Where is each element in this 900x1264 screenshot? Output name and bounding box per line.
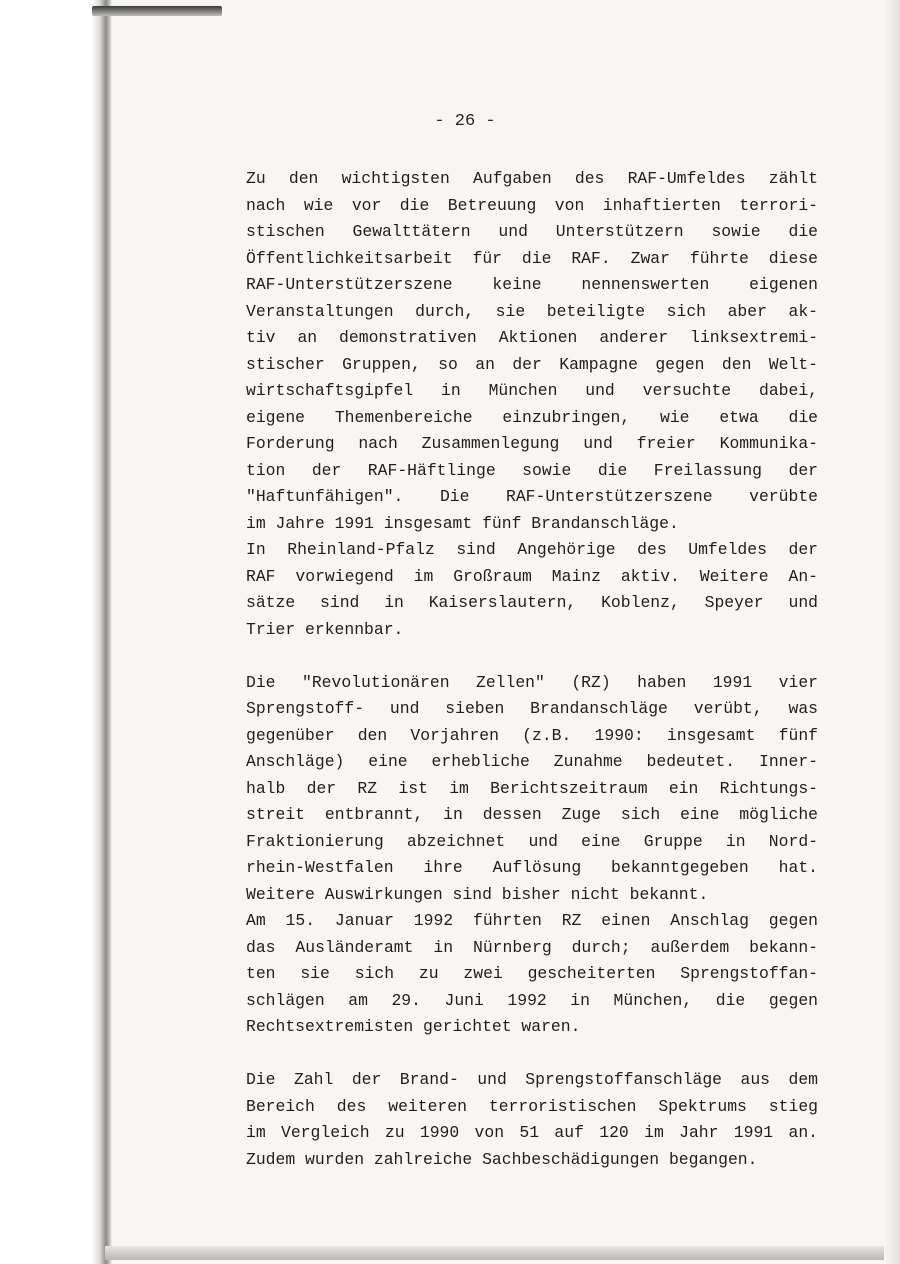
text-line: rhein-Westfalen ihre Auflösung bekanntgegeben hat. — [246, 858, 818, 877]
text-line: Sprengstoff- und sieben Brandanschläge verübt, was — [246, 699, 818, 718]
text-line: stischer Gruppen, so an der Kampagne gegen den Welt- — [246, 354, 818, 374]
text-line: im Vergleich zu 1990 von 51 auf 120 im Jahr 1991 an. — [246, 1123, 818, 1142]
bottom-edge-shadow — [105, 1246, 900, 1260]
text-line: tiv an demonstrativen Aktionen anderer linksextremi- — [246, 328, 818, 347]
text-line: Weitere Auswirkungen sind bisher nicht bekannt. — [246, 884, 709, 904]
text-line: streit entbrannt, in dessen Zuge sich eine mögliche — [246, 805, 818, 824]
text-line: Rechtsextremisten gerichtet waren. — [246, 1017, 581, 1036]
paragraph — [246, 166, 818, 537]
text-line: wirtschaftsgipfel in München und versuchte dabei, — [246, 381, 818, 400]
paragraph — [246, 537, 818, 643]
text-line: schlägen am 29. Juni 1992 in München, die gegen — [246, 990, 818, 1010]
page-number: - 26 - — [434, 112, 496, 131]
text-line: das Ausländeramt in Nürnberg durch; außerdem bekann- — [246, 937, 818, 957]
text-line: Die Zahl der Brand- und Sprengstoffanschläge aus dem — [246, 1070, 818, 1089]
text-line: Öffentlichkeitsarbeit für die RAF. Zwar führte diese — [246, 248, 818, 268]
body-text — [246, 166, 818, 1173]
paragraph-gap — [246, 643, 818, 670]
text-line: Die "Revolutionären Zellen" (RZ) haben 1991 vier — [246, 672, 818, 692]
text-line: Anschläge) eine erhebliche Zunahme bedeutet. Inner- — [246, 752, 818, 771]
paragraph-gap — [246, 1041, 818, 1068]
text-line: In Rheinland-Pfalz sind Angehörige des Umfeldes der — [246, 540, 818, 559]
binding-edge — [0, 0, 112, 1264]
text-line: RAF vorwiegend im Großraum Mainz aktiv. Weitere An- — [246, 566, 818, 586]
text-line: tion der RAF-Häftlinge sowie die Freilassung der — [246, 460, 818, 480]
text-line: eigene Themenbereiche einzubringen, wie etwa die — [246, 407, 818, 427]
top-edge-mark — [92, 6, 222, 16]
text-line: Am 15. Januar 1992 führten RZ einen Anschlag gegen — [246, 911, 818, 930]
text-line: halb der RZ ist im Berichtszeitraum ein Richtungs- — [246, 778, 818, 798]
paragraph — [246, 908, 818, 1041]
text-line: Fraktionierung abzeichnet und eine Gruppe in Nord- — [246, 831, 818, 851]
right-edge-shadow — [884, 0, 900, 1264]
text-line: ten sie sich zu zwei gescheiterten Sprengstoffan- — [246, 964, 818, 983]
paragraph — [246, 670, 818, 909]
text-line: sätze sind in Kaiserslautern, Koblenz, Speyer und — [246, 593, 818, 612]
text-line: nach wie vor die Betreuung von inhaftierten terrori- — [246, 195, 818, 215]
text-line: stischen Gewalttätern und Unterstützern sowie die — [246, 222, 818, 241]
text-line: gegenüber den Vorjahren (z.B. 1990: insgesamt fünf — [246, 725, 818, 745]
text-line: Veranstaltungen durch, sie beteiligte sich aber ak- — [246, 301, 818, 321]
paragraph — [246, 1067, 818, 1173]
text-line: Bereich des weiteren terroristischen Spektrums stieg — [246, 1096, 818, 1116]
text-line: Zu den wichtigsten Aufgaben des RAF-Umfeldes zählt — [246, 169, 818, 188]
text-line: Trier erkennbar. — [246, 619, 404, 639]
text-line: im Jahre 1991 insgesamt fünf Brandanschläge. — [246, 513, 679, 533]
text-line: Zudem wurden zahlreiche Sachbeschädigungen begangen. — [246, 1149, 758, 1169]
text-line: "Haftunfähigen". Die RAF-Unterstützerszene verübte — [246, 487, 818, 506]
text-line: Forderung nach Zusammenlegung und freier Kommunika- — [246, 434, 818, 453]
text-line: RAF-Unterstützerszene keine nennenswerten eigenen — [246, 275, 818, 294]
